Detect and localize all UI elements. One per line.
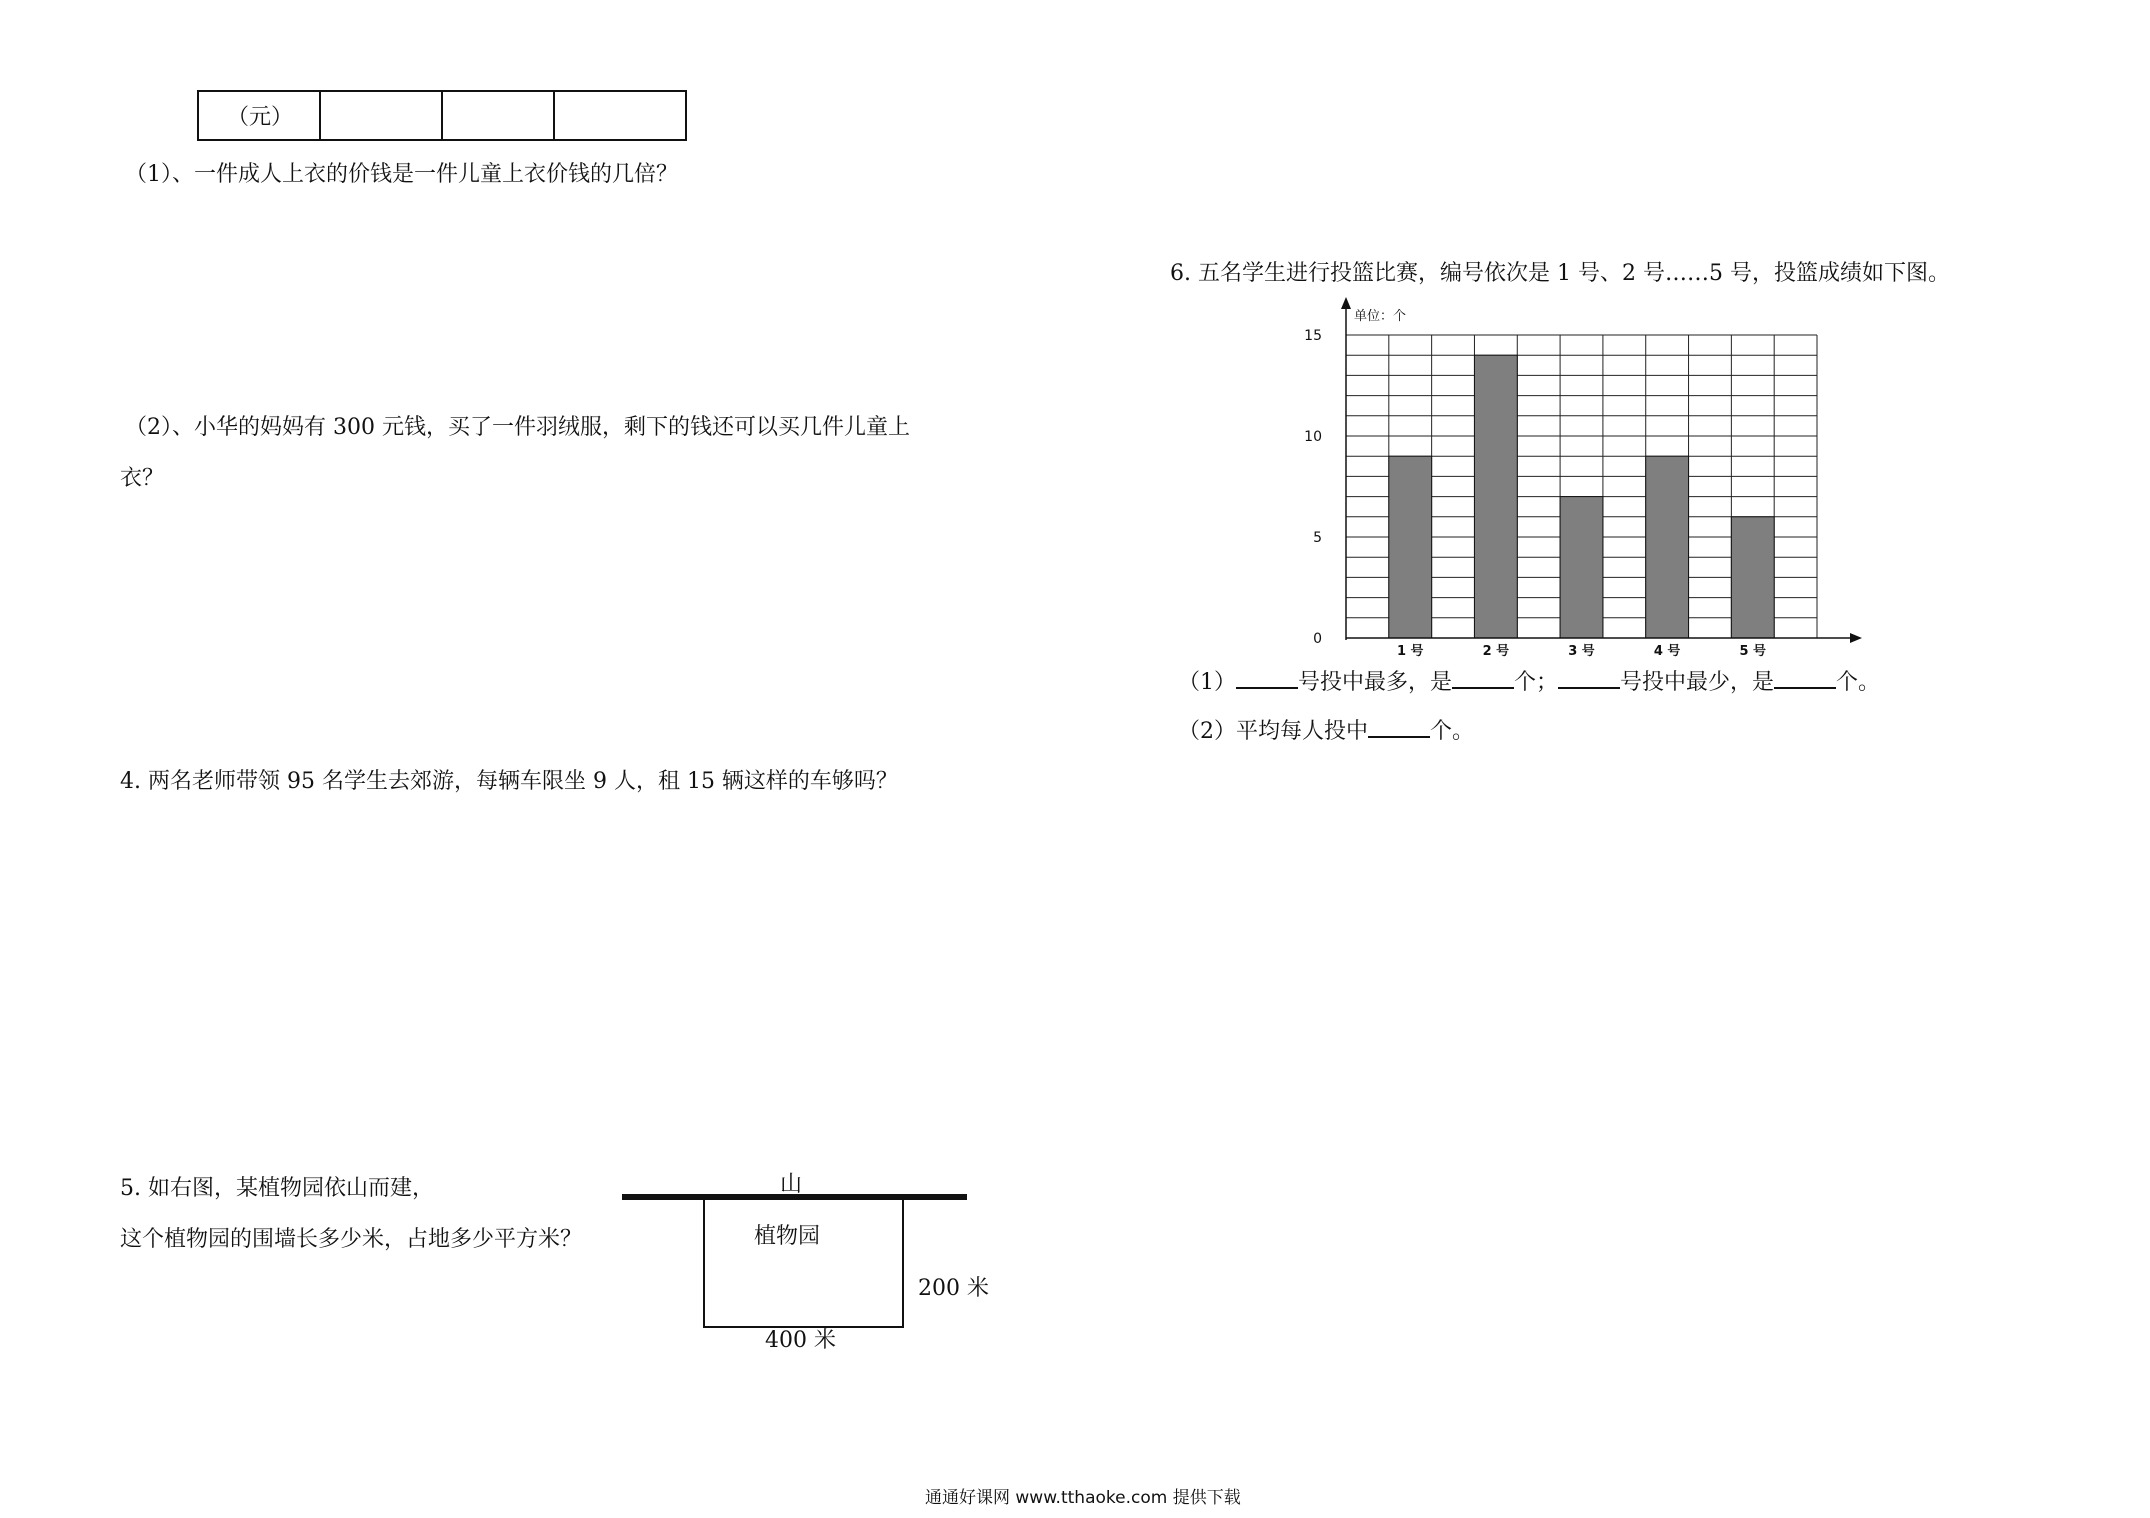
footer-credit: 通通好课网 www.tthaoke.com 提供下载 <box>925 1488 1241 1508</box>
bar-5 <box>1731 517 1774 638</box>
question-4: 4. 两名老师带领 95 名学生去郊游，每辆车限坐 9 人，租 15 辆这样的车够吗？ <box>120 769 898 794</box>
answer-blank-most-count[interactable] <box>1452 665 1514 689</box>
question-6-part-2 <box>1178 714 1474 747</box>
width-label: 400 米 <box>765 1328 836 1353</box>
answer-blank-most-number[interactable] <box>1236 665 1298 689</box>
bar-2 <box>1474 355 1517 638</box>
bar-1 <box>1389 456 1432 638</box>
mountain-label: 山 <box>780 1172 803 1197</box>
garden-label: 植物园 <box>754 1224 821 1249</box>
category-label: 5 号 <box>1739 644 1767 659</box>
bar-3 <box>1560 497 1603 638</box>
question-3-part-2-line-1: （2）、小华的妈妈有 300 元钱，买了一件羽绒服，剩下的钱还可以买几件儿童上 <box>125 415 910 440</box>
basketball-bar-chart <box>1290 295 1880 665</box>
height-label: 200 米 <box>918 1276 989 1301</box>
category-label: 2 号 <box>1482 644 1510 659</box>
y-tick-label: 10 <box>1304 429 1322 445</box>
q6-part-2-text-a: （2）平均每人投中 <box>1178 719 1368 744</box>
garden-rectangle <box>703 1198 904 1328</box>
table-cell-unit <box>198 91 320 140</box>
bar-4 <box>1646 456 1689 638</box>
question-6-part-1 <box>1178 665 1880 698</box>
question-3-part-1: （1）、一件成人上衣的价钱是一件儿童上衣价钱的几倍？ <box>125 162 678 187</box>
question-3-part-2-line-2: 衣？ <box>120 466 165 491</box>
x-axis-arrow-icon <box>1850 633 1862 643</box>
price-table <box>197 90 687 141</box>
category-label: 4 号 <box>1653 644 1681 659</box>
answer-blank-least-count[interactable] <box>1774 665 1836 689</box>
q6-part-1-text-b: 个； <box>1514 670 1559 695</box>
y-axis-arrow-icon <box>1341 297 1351 309</box>
y-tick-label: 5 <box>1313 530 1322 546</box>
question-5-line-2: 这个植物园的围墙长多少米，占地多少平方米？ <box>120 1227 583 1252</box>
unit-label: （元） <box>227 105 294 130</box>
y-tick-label: 15 <box>1304 328 1322 344</box>
question-5-line-1: 5. 如右图，某植物园依山而建， <box>120 1176 434 1201</box>
y-tick-label: 0 <box>1313 631 1322 647</box>
table-cell <box>320 91 442 140</box>
unit-label: 单位：个 <box>1354 309 1407 324</box>
q6-part-1-prefix: （1） <box>1178 670 1236 695</box>
question-6: 6. 五名学生进行投篮比赛，编号依次是 1 号、2 号……5 号，投篮成绩如下图。 <box>1170 261 1950 286</box>
answer-blank-least-number[interactable] <box>1558 665 1620 689</box>
category-label: 1 号 <box>1396 644 1424 659</box>
answer-blank-average[interactable] <box>1368 714 1430 738</box>
category-label: 3 号 <box>1568 644 1595 659</box>
q6-part-1-text-a: 号投中最多，是 <box>1298 670 1453 695</box>
table-cell <box>554 91 686 140</box>
q6-part-2-text-b: 个。 <box>1430 719 1475 744</box>
q6-part-1-text-c: 号投中最少，是 <box>1620 670 1775 695</box>
table-row <box>198 91 686 140</box>
table-cell <box>442 91 554 140</box>
q6-part-1-text-d: 个。 <box>1836 670 1881 695</box>
